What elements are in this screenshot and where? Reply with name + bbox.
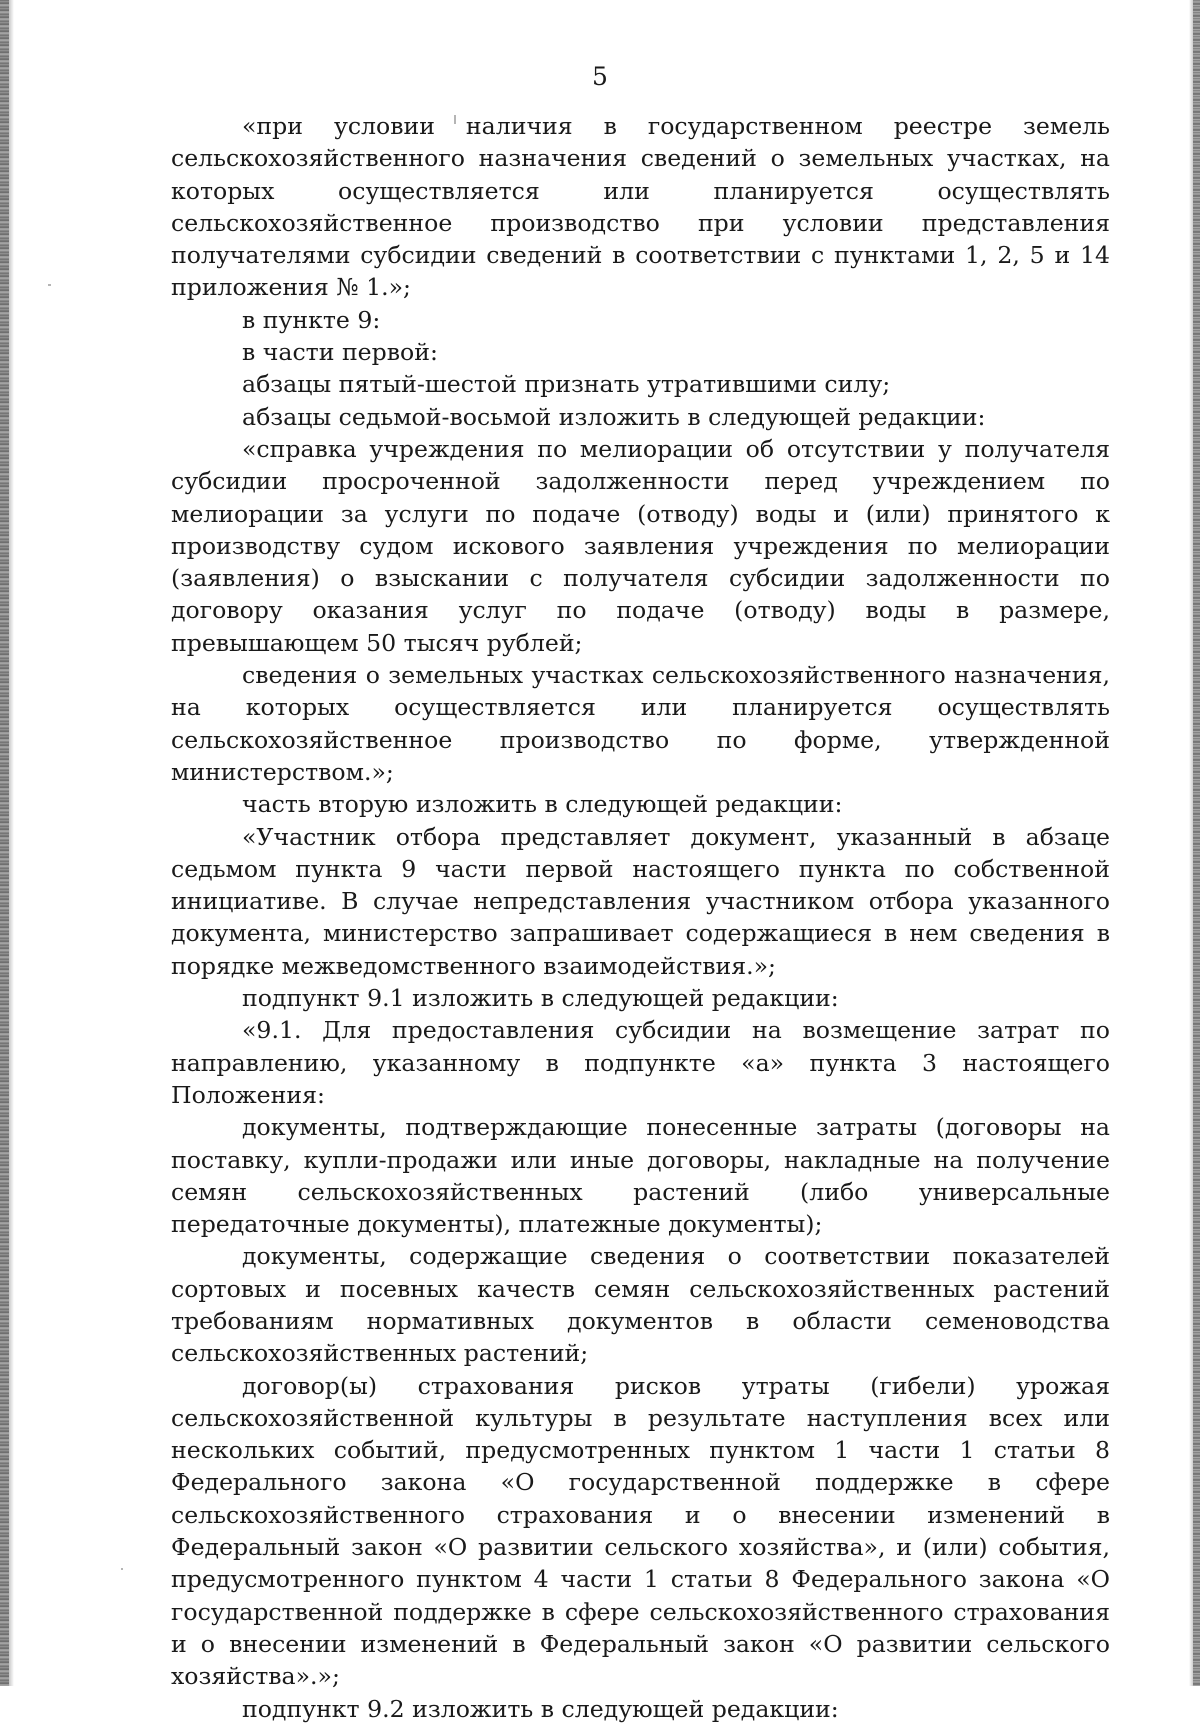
paragraph-selection-participant: «Участник отбора представляет документ, указанный в абзаце седьмом пункта 9 части первой настоящего пункта по собственной инициативе. В случае непредставления участником отбора указанного документа, министерство запрашивает содержащиеся в нем сведения в порядке межведомственного взаимодействия.»; bbox=[171, 822, 1110, 980]
paragraph-9-1-text: «9.1. Для предоставления субсидии на возмещение затрат по направлению, указанному в подпункте «а» пункта 3 настоящего Положения: bbox=[171, 1016, 1110, 1109]
scan-speck bbox=[48, 284, 51, 286]
paragraph-subpoint-9-2: подпункт 9.2 изложить в следующей редакции: bbox=[242, 1694, 839, 1723]
paragraph-seed-quality-documents: документы, содержащие сведения о соответствии показателей сортовых и посевных качеств семян сельскохозяйственных растений требованиям нормативных документов в области семеноводства сельскохозяйственных растений; bbox=[171, 1242, 1110, 1368]
paragraph-abzacy-5-6: абзацы пятый-шестой признать утратившими силу; bbox=[242, 370, 891, 399]
paragraph-expense-documents: документы, подтверждающие понесенные затраты (договоры на поставку, купли-продажи или иные договоры, накладные на получение семян сельскохозяйственных растений (либо универсальные передаточные документы), платежные документы); bbox=[171, 1113, 1110, 1239]
page-number: 5 bbox=[592, 62, 608, 91]
paragraph-land-plots-info: сведения о земельных участках сельскохозяйственного назначения, на которых осуществляется или планируется осуществлять сельскохозяйственное производство по форме, утвержденной министерством.»; bbox=[171, 661, 1110, 786]
paragraph-part-two: часть вторую изложить в следующей редакции: bbox=[242, 790, 843, 819]
document-body bbox=[171, 110, 1110, 1725]
paragraph-insurance-contracts: договор(ы) страхования рисков утраты (гибели) урожая сельскохозяйственной культуры в результате наступления всех или нескольких событий, предусмотренных пунктом 1 части 1 статьи 8 Федерального закона «О государственной поддержке в сфере сельскохозяйственного страхования и о внесении изменений в Федеральный закон «О развитии сельского хозяйства», и (или) события, предусмотренного пунктом 4 части 1 статьи 8 Федерального закона «О государственной поддержке в сфере сельскохозяйственного страхования и о внесении изменений в Федеральный закон «О развитии сельского хозяйства».»; bbox=[171, 1371, 1110, 1691]
scan-edge-right-shadow bbox=[1189, 0, 1193, 1686]
scan-edge-right bbox=[1193, 0, 1200, 1686]
paragraph-condition-registry: «при условии наличия в государственном реестре земель сельскохозяйственного назначения сведений о земельных участках, на которых осуществляется или планируется осуществлять сельскохозяйственное производство при условии представления получателями субсидии сведений в соответствии с пунктами 1, 2, 5 и 14 приложения № 1.»; bbox=[171, 112, 1110, 302]
paragraph-melioration-certificate: «справка учреждения по мелиорации об отсутствии у получателя субсидии просроченной задолженности перед учреждением по мелиорации за услуги по подаче (отводу) воды и (или) принятого к производству судом искового заявления учреждения по мелиорации (заявления) о взыскании с получателя субсидии задолженности по договору оказания услуг по подаче (отводу) воды в размере, превышающем 50 тысяч рублей; bbox=[171, 434, 1110, 657]
paragraph-point-9: в пункте 9: bbox=[242, 305, 381, 334]
scan-edge-left bbox=[0, 0, 9, 1686]
paragraph-abzacy-7-8: абзацы седьмой-восьмой изложить в следующей редакции: bbox=[242, 402, 986, 431]
paragraph-part-one: в части первой: bbox=[242, 338, 438, 367]
paragraph-subpoint-9-1: подпункт 9.1 изложить в следующей редакции: bbox=[242, 984, 839, 1013]
scan-speck bbox=[121, 1568, 123, 1570]
scan-edge-left-shadow bbox=[9, 0, 14, 1686]
